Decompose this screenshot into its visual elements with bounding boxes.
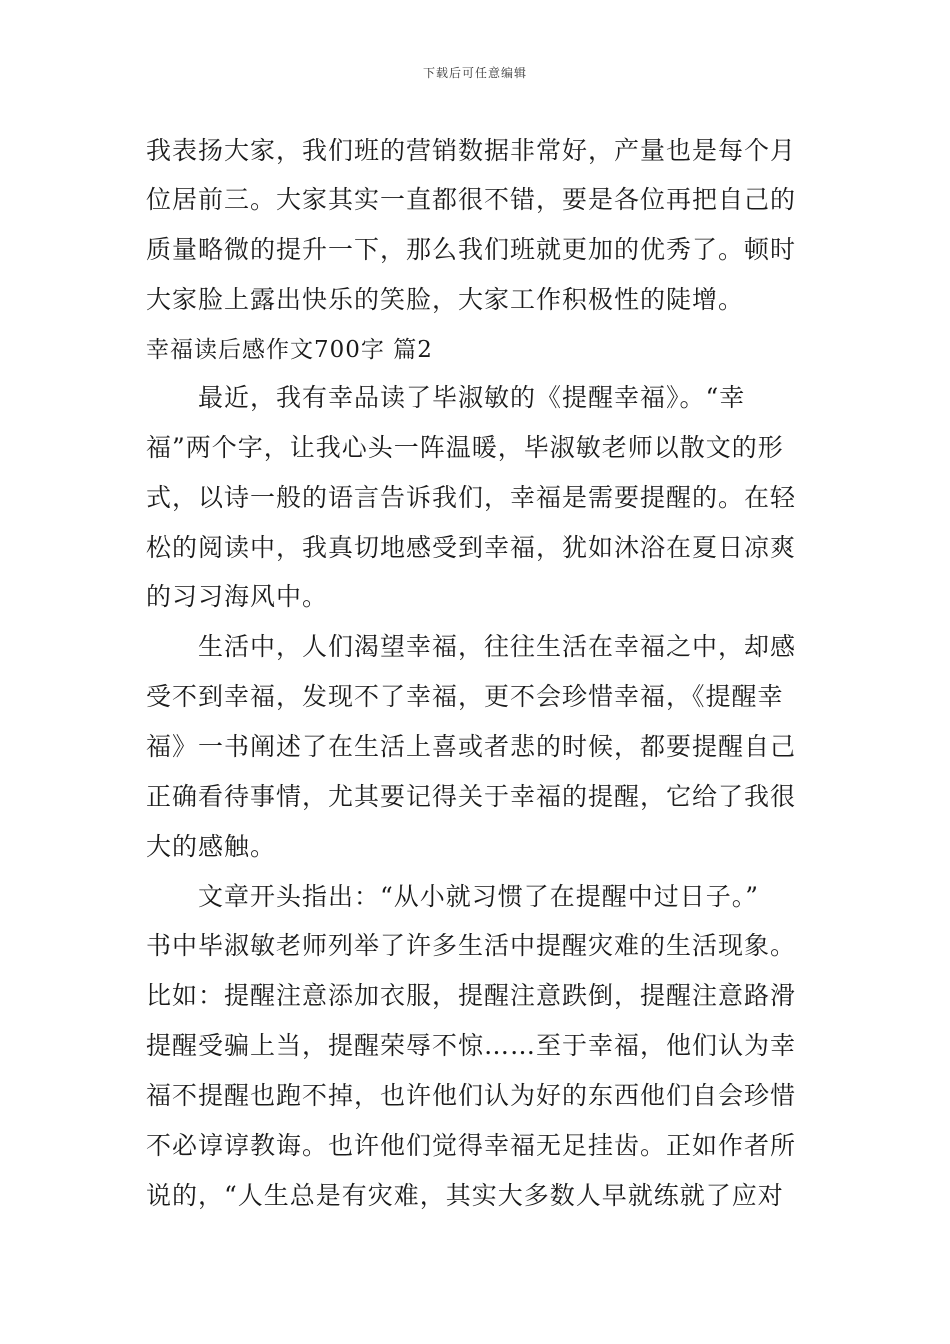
text-line: 比如：提醒注意添加衣服，提醒注意跌倒，提醒注意路滑 [146, 981, 797, 1010]
text-line: 式，以诗一般的语言告诉我们，幸福是需要提醒的。在轻 [146, 483, 797, 512]
text-line: 位居前三。大家其实一直都很不错，要是各位再把自己的 [146, 185, 797, 214]
text-line: 我表扬大家，我们班的营销数据非常好，产量也是每个月 [146, 136, 797, 165]
text-line: 生活中，人们渴望幸福，往往生活在幸福之中，却感 [146, 632, 797, 661]
header-note: 下载后可任意编辑 [422, 66, 527, 80]
text-line: 福”两个字，让我心头一阵温暖，毕淑敏老师以散文的形 [146, 433, 784, 462]
text-line: 书中毕淑敏老师列举了许多生活中提醒灾难的生活现象。 [146, 931, 797, 960]
text-line: 福不提醒也跑不掉，也许他们认为好的东西他们自会珍惜 [146, 1081, 797, 1110]
text-line: 的习习海风中。 [146, 582, 329, 611]
text-line: 大家脸上露出快乐的笑脸，大家工作积极性的陡增。 [146, 285, 745, 314]
text-line: 受不到幸福，发现不了幸福，更不会珍惜幸福，《提醒幸 [146, 682, 784, 711]
text-line: 福》一书阐述了在生活上喜或者悲的时候，都要提醒自己 [146, 732, 797, 761]
text-line: 质量略微的提升一下，那么我们班就更加的优秀了。顿时 [146, 235, 797, 264]
text-line: 松的阅读中，我真切地感受到幸福，犹如沐浴在夏日凉爽 [146, 533, 797, 562]
text-line: 提醒受骗上当，提醒荣辱不惊……至于幸福，他们认为幸 [146, 1031, 797, 1060]
text-line: 大的感触。 [146, 832, 277, 861]
text-line: 不必谆谆教诲。也许他们觉得幸福无足挂齿。正如作者所 [146, 1131, 797, 1160]
section-heading: 幸福读后感作文700字 篇2 [146, 337, 433, 363]
text-line: 最近，我有幸品读了毕淑敏的《提醒幸福》。“幸 [146, 383, 746, 412]
text-line: 文章开头指出：“从小就习惯了在提醒中过日子。” [146, 882, 760, 911]
text-line: 正确看待事情，尤其要记得关于幸福的提醒，它给了我很 [146, 782, 797, 811]
text-line: 说的，“人生总是有灾难，其实大多数人早就练就了应对 [146, 1181, 784, 1210]
